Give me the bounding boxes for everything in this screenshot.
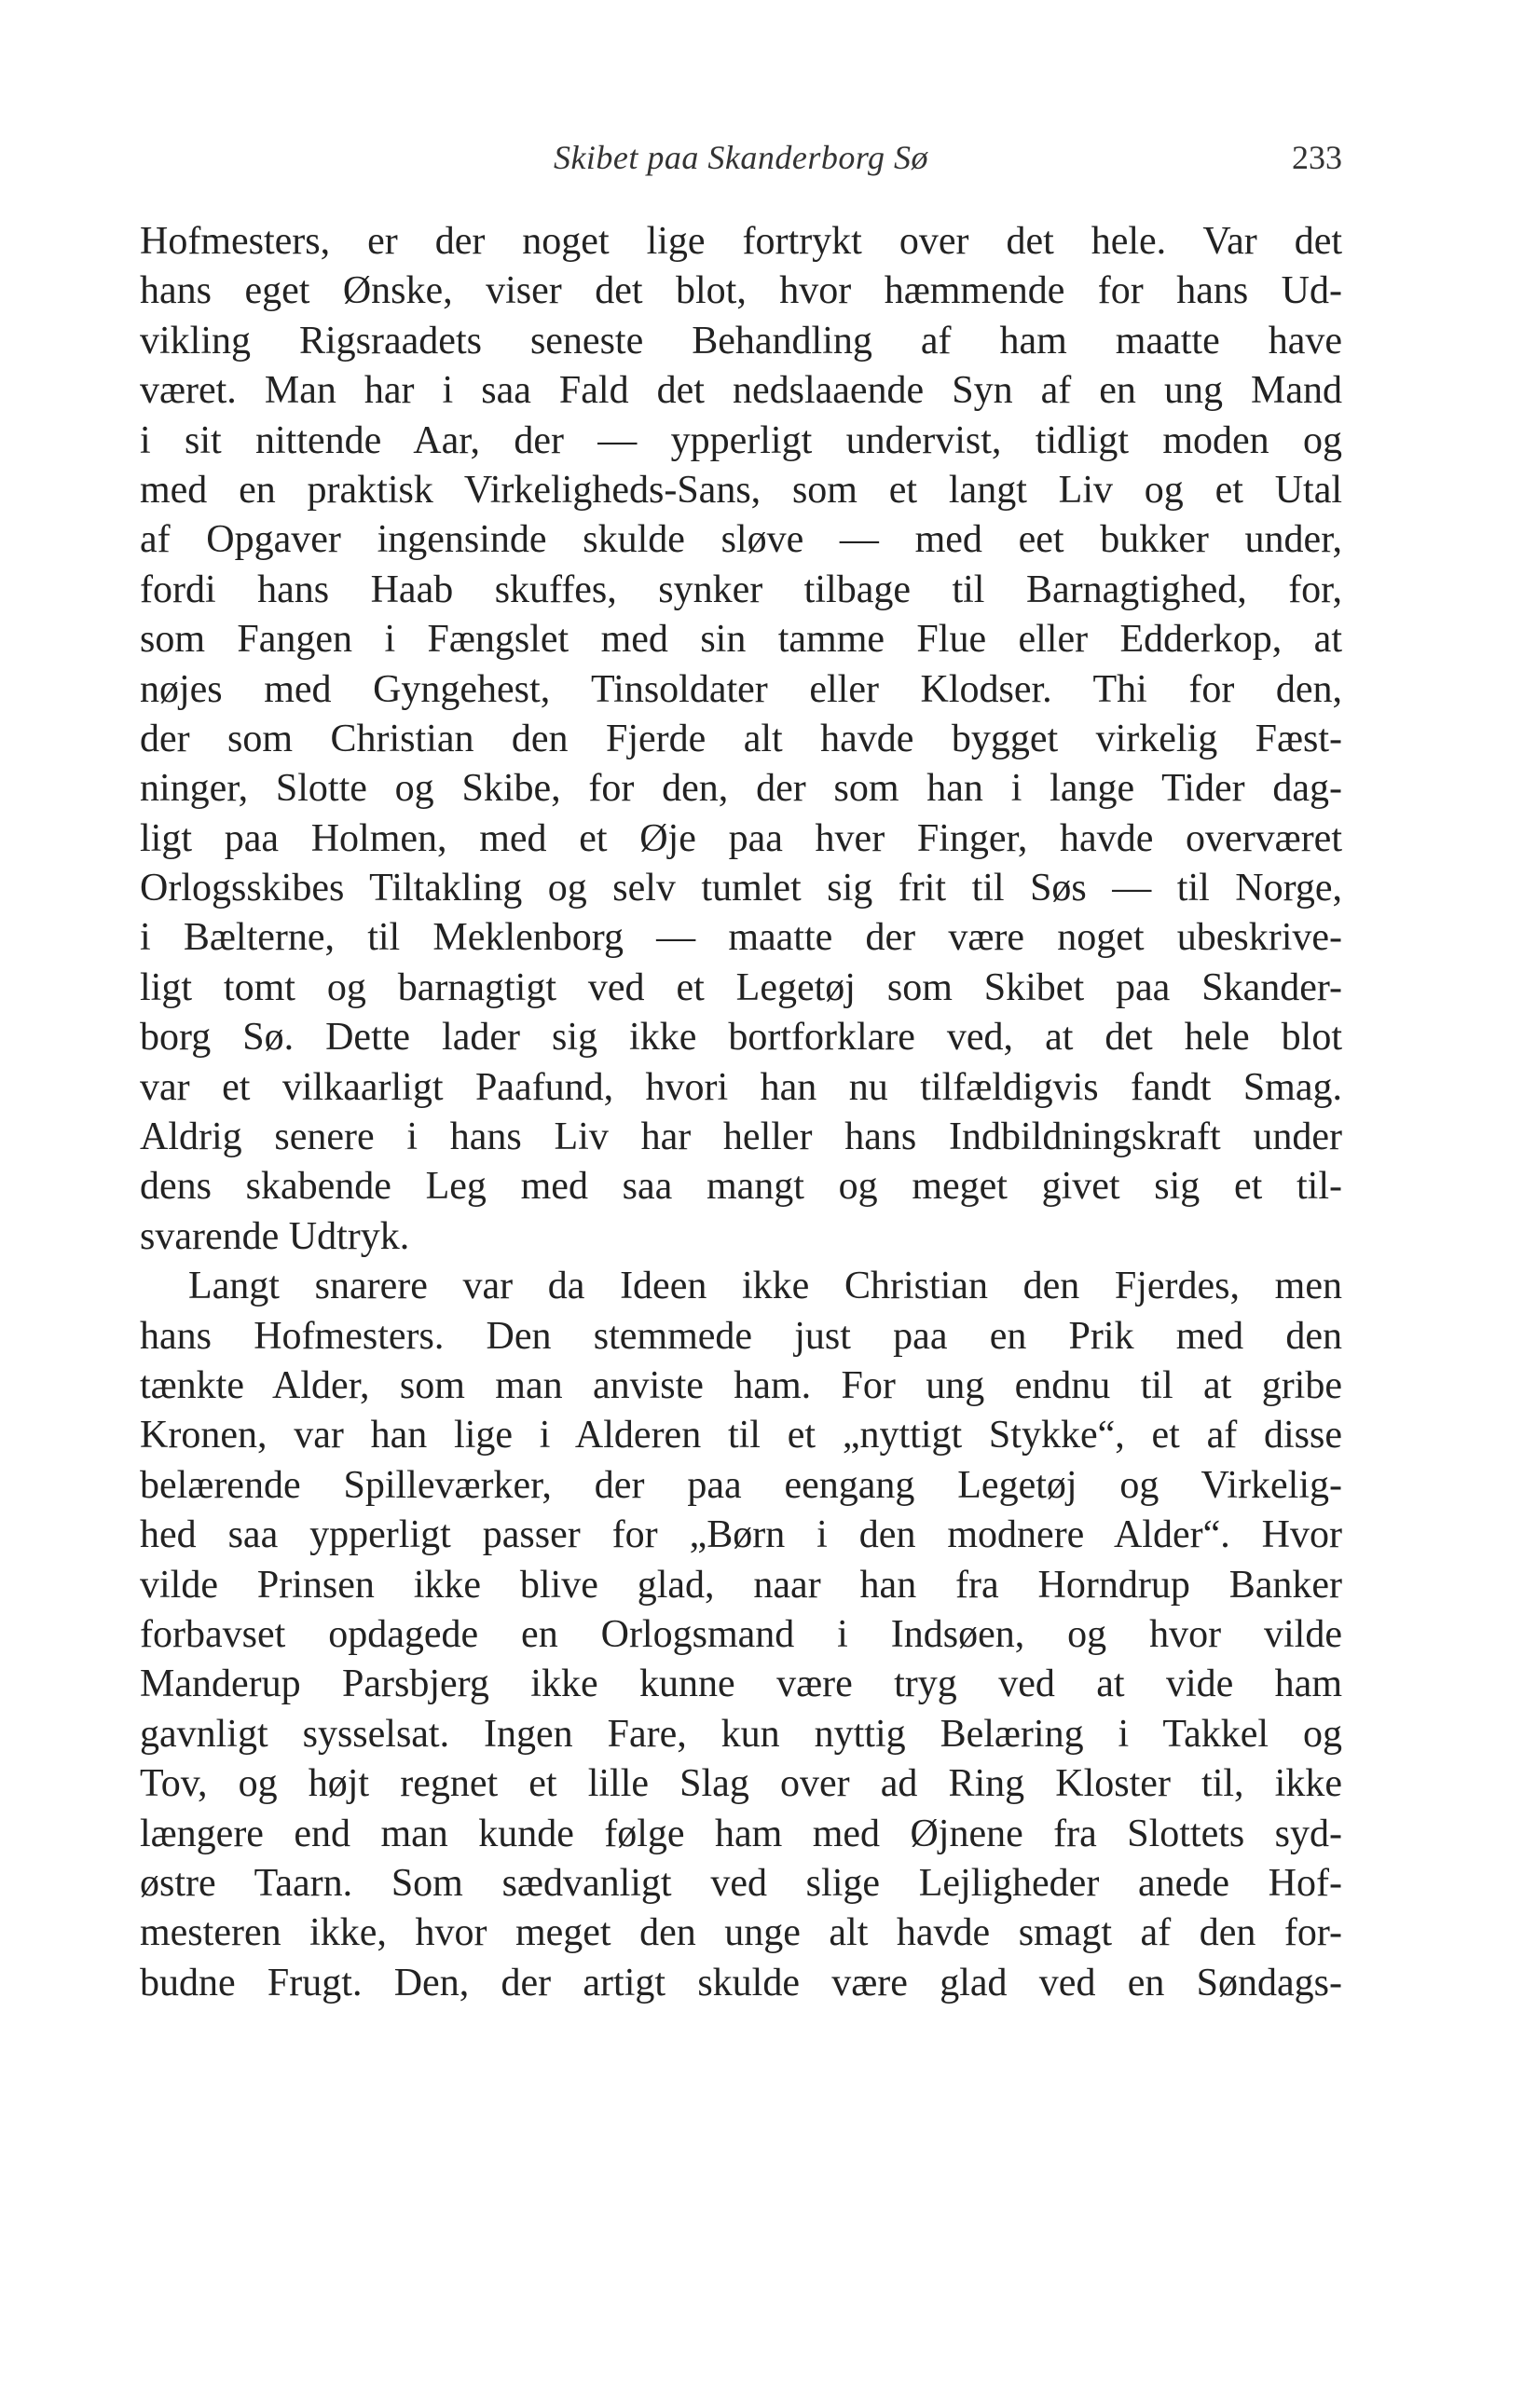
text-line: belærende Spilleværker, der paa eengang Legetøj og Virkelig- xyxy=(140,1463,1342,1507)
text-line: i sit nittende Aar, der — ypperligt undervist, tidligt moden og xyxy=(140,418,1342,462)
text-line: ninger, Slotte og Skibe, for den, der som han i lange Tider dag- xyxy=(140,767,1342,811)
text-line: Aldrig senere i hans Liv har heller hans Indbildningskraft under xyxy=(140,1115,1342,1159)
text-line: nøjes med Gyngehest, Tinsoldater eller Klodser. Thi for den, xyxy=(140,667,1342,711)
text-line: hans eget Ønske, viser det blot, hvor hæmmende for hans Ud- xyxy=(140,269,1342,313)
text-line: vilde Prinsen ikke blive glad, naar han fra Horndrup Banker xyxy=(140,1563,1342,1607)
text-line: vikling Rigsraadets seneste Behandling af ham maatte have xyxy=(140,319,1342,363)
page-number: 233 xyxy=(1292,139,1342,176)
text-line: Hofmesters, er der noget lige fortrykt over det hele. Var det xyxy=(140,220,1342,263)
text-line: Tov, og højt regnet et lille Slag over ad Ring Kloster til, ikke xyxy=(140,1762,1342,1806)
text-line: hed saa ypperligt passer for „Børn i den modnere Alder“. Hvor xyxy=(140,1513,1342,1557)
running-head xyxy=(140,138,1342,185)
text-line: været. Man har i saa Fald det nedslaaende Syn af en ung Mand xyxy=(140,369,1342,413)
body-text xyxy=(140,217,1342,2008)
text-line: fordi hans Haab skuffes, synker tilbage til Barnagtighed, for, xyxy=(140,568,1342,611)
text-line: ligt paa Holmen, med et Øje paa hver Finger, havde overværet xyxy=(140,816,1342,860)
paragraph-end-line: svarende Udtryk. xyxy=(140,1214,410,1258)
text-line: med en praktisk Virkeligheds-Sans, som et langt Liv og et Utal xyxy=(140,468,1342,512)
running-title: Skibet paa Skanderborg Sø xyxy=(553,139,929,176)
text-line: af Opgaver ingensinde skulde sløve — med eet bukker under, xyxy=(140,518,1342,562)
text-line: ligt tomt og barnagtigt ved et Legetøj som Skibet paa Skander- xyxy=(140,965,1342,1009)
text-line: budne Frugt. Den, der artigt skulde være glad ved en Søndags- xyxy=(140,1961,1342,2004)
text-line: Manderup Parsbjerg ikke kunne være tryg ved at vide ham xyxy=(140,1662,1342,1706)
text-line: der som Christian den Fjerde alt havde bygget virkelig Fæst- xyxy=(140,717,1342,760)
text-line: hans Hofmesters. Den stemmede just paa en Prik med den xyxy=(140,1314,1342,1358)
text-line: tænkte Alder, som man anviste ham. For ung endnu til at gribe xyxy=(140,1363,1342,1407)
text-line: gavnligt sysselsat. Ingen Fare, kun nyttig Belæring i Takkel og xyxy=(140,1712,1342,1756)
text-line: forbavset opdagede en Orlogsmand i Indsøen, og hvor vilde xyxy=(140,1612,1342,1656)
text-line: som Fangen i Fængslet med sin tamme Flue eller Edderkop, at xyxy=(140,618,1342,662)
text-line: dens skabende Leg med saa mangt og meget givet sig et til- xyxy=(140,1165,1342,1209)
paragraph-start-line: Langt snarere var da Ideen ikke Christian den Fjerdes, men xyxy=(188,1265,1342,1308)
text-line: østre Taarn. Som sædvanligt ved slige Lejligheder anede Hof- xyxy=(140,1861,1342,1905)
text-line: mesteren ikke, hvor meget den unge alt havde smagt af den for- xyxy=(140,1911,1342,1955)
text-line: i Bælterne, til Meklenborg — maatte der være noget ubeskrive- xyxy=(140,916,1342,960)
text-line: var et vilkaarligt Paafund, hvori han nu tilfældigvis fandt Smag. xyxy=(140,1065,1342,1109)
text-line: Orlogsskibes Tiltakling og selv tumlet sig frit til Søs — til Norge, xyxy=(140,867,1342,910)
text-line: længere end man kunde følge ham med Øjnene fra Slottets syd- xyxy=(140,1812,1342,1855)
text-line: Kronen, var han lige i Alderen til et „nyttigt Stykke“, et af disse xyxy=(140,1414,1342,1457)
text-line: borg Sø. Dette lader sig ikke bortforklare ved, at det hele blot xyxy=(140,1016,1342,1060)
